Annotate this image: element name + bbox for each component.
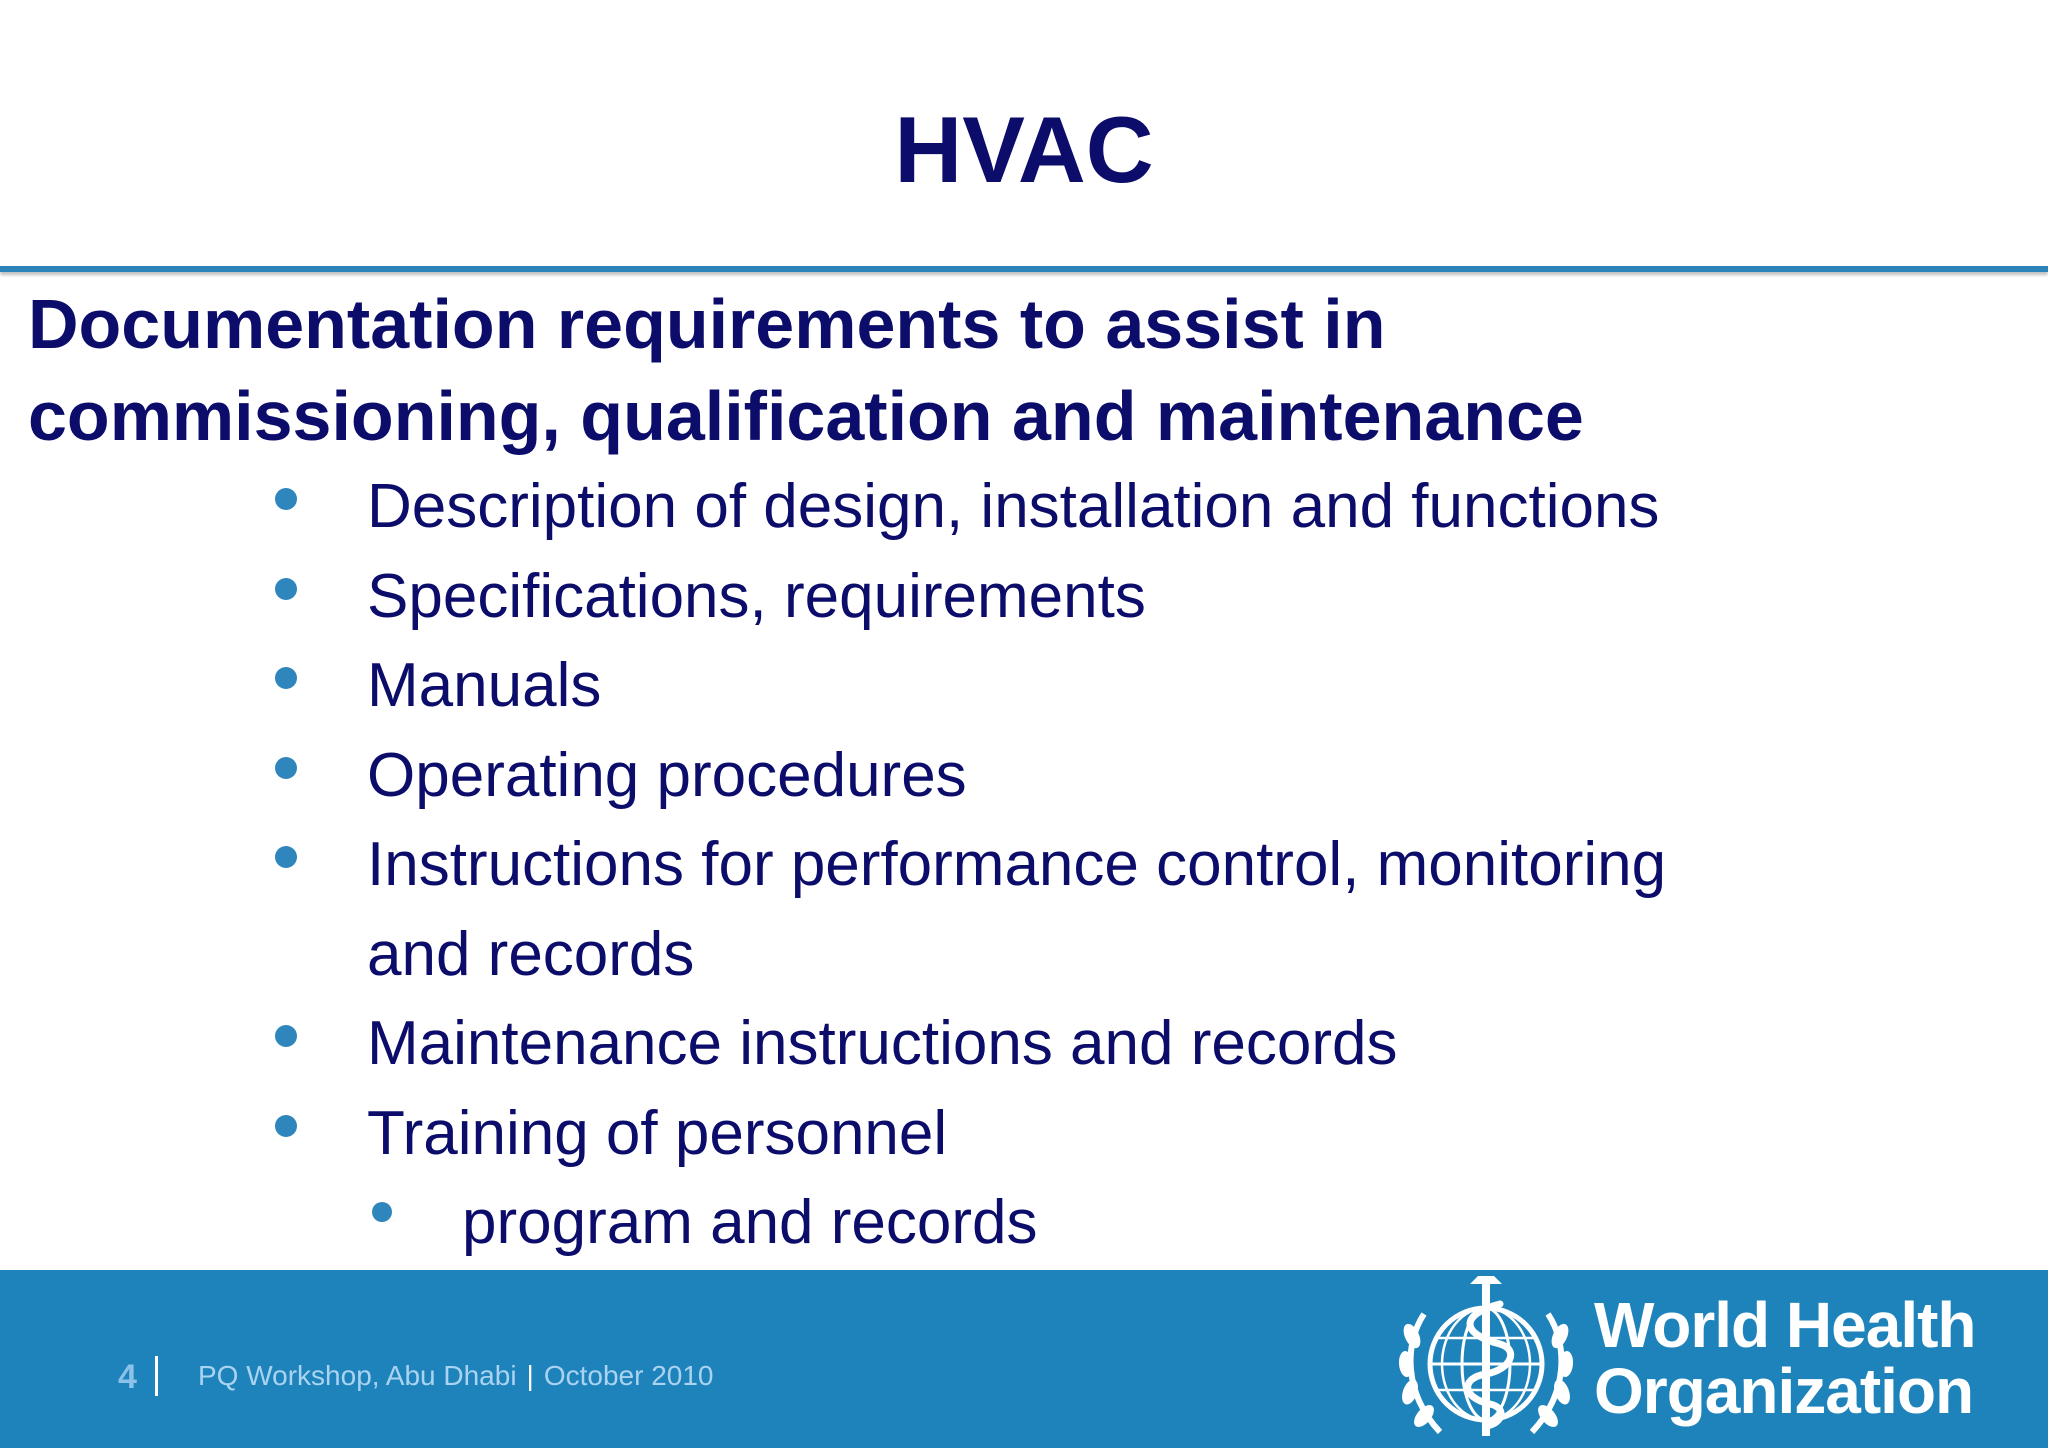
- slide-title: HVAC: [894, 97, 1154, 202]
- bullet-dot-icon: [275, 488, 297, 510]
- sub-bullet-item: [0, 1178, 1982, 1268]
- bullet-dot-icon: [275, 846, 297, 868]
- bullet-item: [0, 731, 1887, 821]
- footer-bar: [0, 1270, 2048, 1448]
- bullet-dot-icon: [275, 1025, 297, 1047]
- page-number: 4: [118, 1358, 137, 1396]
- bullet-text: Maintenance instructions and records: [367, 1009, 1398, 1078]
- who-name: [1594, 1289, 1976, 1427]
- who-name-line-2: Organization: [1594, 1355, 1974, 1427]
- bullet-list: [0, 462, 2048, 1268]
- bullet-text: Instructions for performance control, monitoring: [367, 830, 1667, 899]
- bullet-item: [0, 552, 1887, 642]
- bullet-text: Specifications, requirements: [367, 561, 1146, 631]
- heading-line-2: commissioning, qualification and maintenance: [28, 377, 1584, 455]
- bullet-dot-icon: [275, 578, 297, 600]
- bullet-item: [0, 641, 1887, 731]
- bullet-text: Operating procedures: [367, 740, 967, 810]
- bullet-dot-icon: [275, 667, 297, 689]
- footer-date: October 2010: [543, 1360, 714, 1391]
- who-emblem-icon: [1390, 1274, 1582, 1448]
- bullet-continuation-text: and records: [367, 919, 695, 989]
- who-name-line-1: World Health: [1594, 1289, 1976, 1361]
- heading-line-1: Documentation requirements to assist in: [28, 285, 1386, 363]
- bullet-item: [0, 1089, 1887, 1179]
- footer-caption: [198, 1360, 714, 1392]
- page-number-divider: [155, 1356, 158, 1396]
- bullet-item: [0, 999, 1887, 1089]
- bullet-dot-icon: [275, 1115, 297, 1137]
- sub-bullet-text: program and records: [462, 1188, 1038, 1257]
- bullet-text: Description of design, installation and functions: [367, 472, 1660, 541]
- footer-event: PQ Workshop, Abu Dhabi: [198, 1360, 517, 1391]
- bullet-text: Manuals: [367, 651, 602, 720]
- bullet-text: Training of personnel: [367, 1098, 948, 1168]
- footer-separator: |: [526, 1360, 534, 1391]
- bullet-dot-icon: [275, 757, 297, 779]
- bullet-item: [0, 820, 1887, 910]
- sub-bullet-dot-icon: [372, 1202, 392, 1222]
- slide-heading: [28, 278, 2008, 462]
- bullet-item: [0, 462, 1887, 552]
- bullet-continuation: [0, 910, 1887, 1000]
- title-divider: [0, 266, 2048, 272]
